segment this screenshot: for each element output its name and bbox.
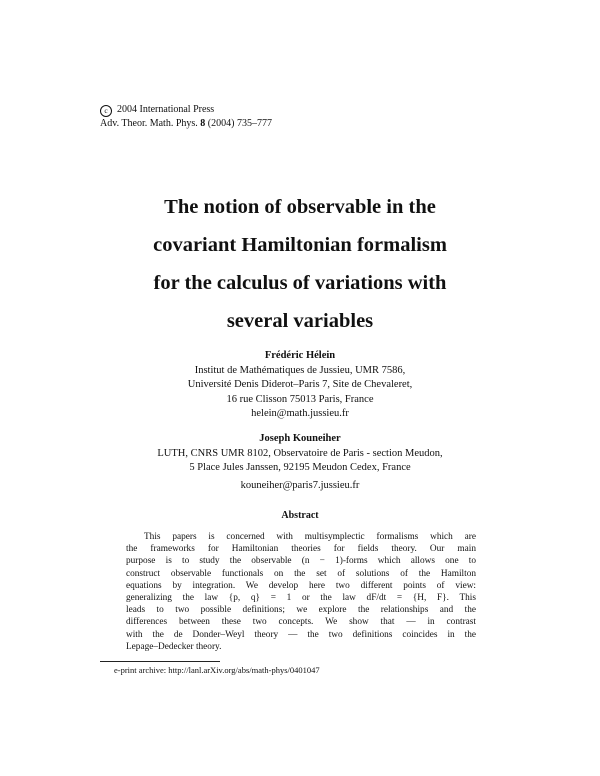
affiliation-line: 5 Place Jules Janssen, 92195 Meudon Cedex, France (189, 462, 411, 473)
title-line: several variables (226, 310, 374, 332)
abstract-line: equations by integration. We develop here two different points of view: (126, 580, 476, 591)
abstract-line: the frameworks for Hamiltonian theories for fields theory. Our main (126, 544, 476, 555)
title-line: The notion of observable in the (164, 196, 436, 218)
abstract-line: This papers is concerned with multisymplectic formalisms which are (144, 532, 476, 542)
author-name: Frédéric Hélein (264, 350, 336, 361)
abstract-line: generalizing the law {p, q} = 1 or the law dF/dt = {H, F}. This (126, 593, 476, 604)
journal-year-pages: (2004) 735–777 (207, 118, 272, 129)
author-block-helein (60, 349, 540, 422)
abstract-line: differences between these two concepts. We show that — in contrast (126, 617, 476, 628)
abstract-line: leads to two possible definitions; we explore the relationships and the (126, 605, 476, 616)
abstract-line: with the de Donder–Weyl theory — the two definitions coincides in the (126, 629, 476, 640)
title-line: covariant Hamiltonian formalism (153, 234, 447, 256)
copyright-icon: c (100, 105, 112, 117)
eprint-footnote[interactable]: e-print archive: http://lanl.arXiv.org/abs/math-phys/0401047 (114, 665, 320, 675)
citation-line (100, 117, 272, 131)
author-block-kouneiher (60, 432, 540, 493)
title-line: for the calculus of variations with (153, 272, 447, 294)
abstract-line: purpose is to study the observable (n − 1)-forms which allows one to (126, 556, 476, 567)
journal-volume: 8 (200, 118, 206, 129)
affiliation-line: 16 rue Clisson 75013 Paris, France (226, 393, 374, 405)
affiliation-line: Institut de Mathématiques de Jussieu, UMR 7586, (194, 364, 406, 376)
copyright-text: 2004 International Press (117, 104, 215, 115)
author-email[interactable]: helein@math.jussieu.fr (251, 408, 349, 419)
journal-name: Adv. Theor. Math. Phys. (100, 118, 198, 129)
paper-title (60, 188, 540, 340)
abstract-heading: Abstract (281, 510, 319, 521)
affiliation-line: LUTH, CNRS UMR 8102, Observatoire de Paris - section Meudon, (157, 447, 443, 459)
journal-header (100, 103, 272, 131)
abstract-line: construct observable functionals on the set of solutions of the Hamilton (126, 568, 476, 579)
copyright-line (100, 103, 272, 117)
author-name: Joseph Kouneiher (259, 433, 341, 444)
affiliation-line: Université Denis Diderot–Paris 7, Site de Chevaleret, (187, 379, 413, 390)
footnote-divider (100, 661, 220, 662)
abstract-line: Lepage–Dedecker theory. (126, 641, 222, 652)
abstract-body (126, 531, 476, 653)
author-email[interactable]: kouneiher@paris7.jussieu.fr (240, 479, 360, 491)
